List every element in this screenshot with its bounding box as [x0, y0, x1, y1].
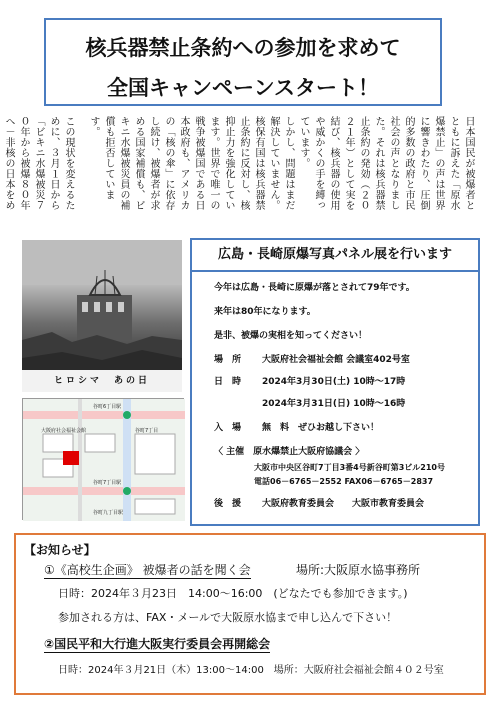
notice-item1-place: 場所:大阪原水協事務所	[296, 563, 421, 577]
organizer-phone: 電話06－6765－2552 FAX06－6765－2837	[254, 477, 434, 486]
support-label: 後 援	[214, 499, 242, 509]
article-vertical-text	[3, 116, 476, 216]
admission-value: 無 料 ぜひお越し下さい！	[262, 423, 380, 433]
exhibit-panel	[190, 238, 480, 526]
notice-item1-date: 日時：2024年３月23日 14:00～16:00 (どなたでも参加できます。)	[58, 587, 408, 600]
organizer: 〈 主催 原水爆禁止大阪府協議会 〉	[214, 447, 365, 457]
map-label-station-3: 谷町九丁目駅	[93, 510, 124, 516]
date-label: 日 時	[214, 377, 242, 387]
organizer-address: 大阪市中央区谷町7丁目3番4号新谷町第3ビル210号	[254, 463, 445, 472]
date-2: 2024年3月31日(日) 10時～16時	[262, 399, 406, 409]
venue-marker	[63, 451, 79, 465]
admission-label: 入 場	[214, 423, 242, 433]
notice-item1-note: 参加される方は、FAX・メールで大阪原水協まで申し込んで下さい！	[58, 611, 398, 624]
notice-item2-detail: 日時：2024年３月21日（木）13:00～14:00 場所：大阪府社会福祉会館４０２号室	[58, 665, 444, 676]
exhibit-line-2: 来年は80年になります。	[214, 307, 316, 317]
article-paragraph-3: この現状を変えるために、３月１日から「ビキニ水爆被災７０年から被爆８０年へ－非核の日本をめ	[3, 116, 74, 211]
title-box	[44, 18, 442, 106]
map-label-venue: 大阪府社会福祉会館	[41, 428, 87, 434]
map-label-station-2: 谷町7丁目駅	[93, 480, 122, 486]
photo-caption: ヒロシマ あの日	[22, 370, 182, 392]
notice-item2-title: ②国民平和大行進大阪実行委員会再開総会	[44, 637, 271, 651]
notice-box	[14, 533, 486, 695]
title-line-1: 核兵器禁止条約への参加を求めて	[85, 36, 401, 60]
article-paragraph-1: 日本国民が被爆者とともに訴えた「原水爆禁止」の声は世界に響きわたり、圧倒的多数の政府と市民社会の声となりました。それは核兵器禁止条約の発効（２０２１年）として実を結び、核兵器の使用や威かくの手を縛っています。	[298, 116, 474, 211]
exhibit-heading: 広島・長崎原爆写真パネル展を行います	[192, 240, 478, 272]
map-label-area: 谷町7丁目	[135, 428, 159, 434]
map-label-station-1: 谷町6丁目駅	[93, 404, 122, 410]
exhibit-line-3: 是非、被爆の実相を知ってください！	[214, 331, 368, 341]
place-value: 大阪府社会福祉会館 会議室402号室	[262, 355, 410, 365]
title-line-2: 全国キャンペーンスタート！	[107, 76, 379, 100]
notice-heading: 【お知らせ】	[24, 543, 96, 557]
article-paragraph-2: しかし、問題はまだ解決していません。核保有国は核兵器禁止条約に反対し、核抑止力を強化しています。世界で唯一の戦争被爆国である日本政府も、アメリカの「核の傘」に依存し続け、被爆者が求める国家補償も、ビキニ水爆被災員の補償も拒否しています。	[88, 116, 294, 211]
place-label: 場 所	[214, 355, 242, 365]
hiroshima-dome-photo	[22, 240, 182, 390]
date-1: 2024年3月30日(土) 10時～17時	[262, 377, 406, 387]
notice-item1-title: ①《高校生企画》 被爆者の話を聞く会	[44, 563, 251, 577]
support-value: 大阪府教育委員会 大阪市教育委員会	[262, 499, 425, 509]
access-map	[22, 398, 184, 520]
exhibit-line-1: 今年は広島・長崎に原爆が落とされて79年です。	[214, 283, 415, 293]
